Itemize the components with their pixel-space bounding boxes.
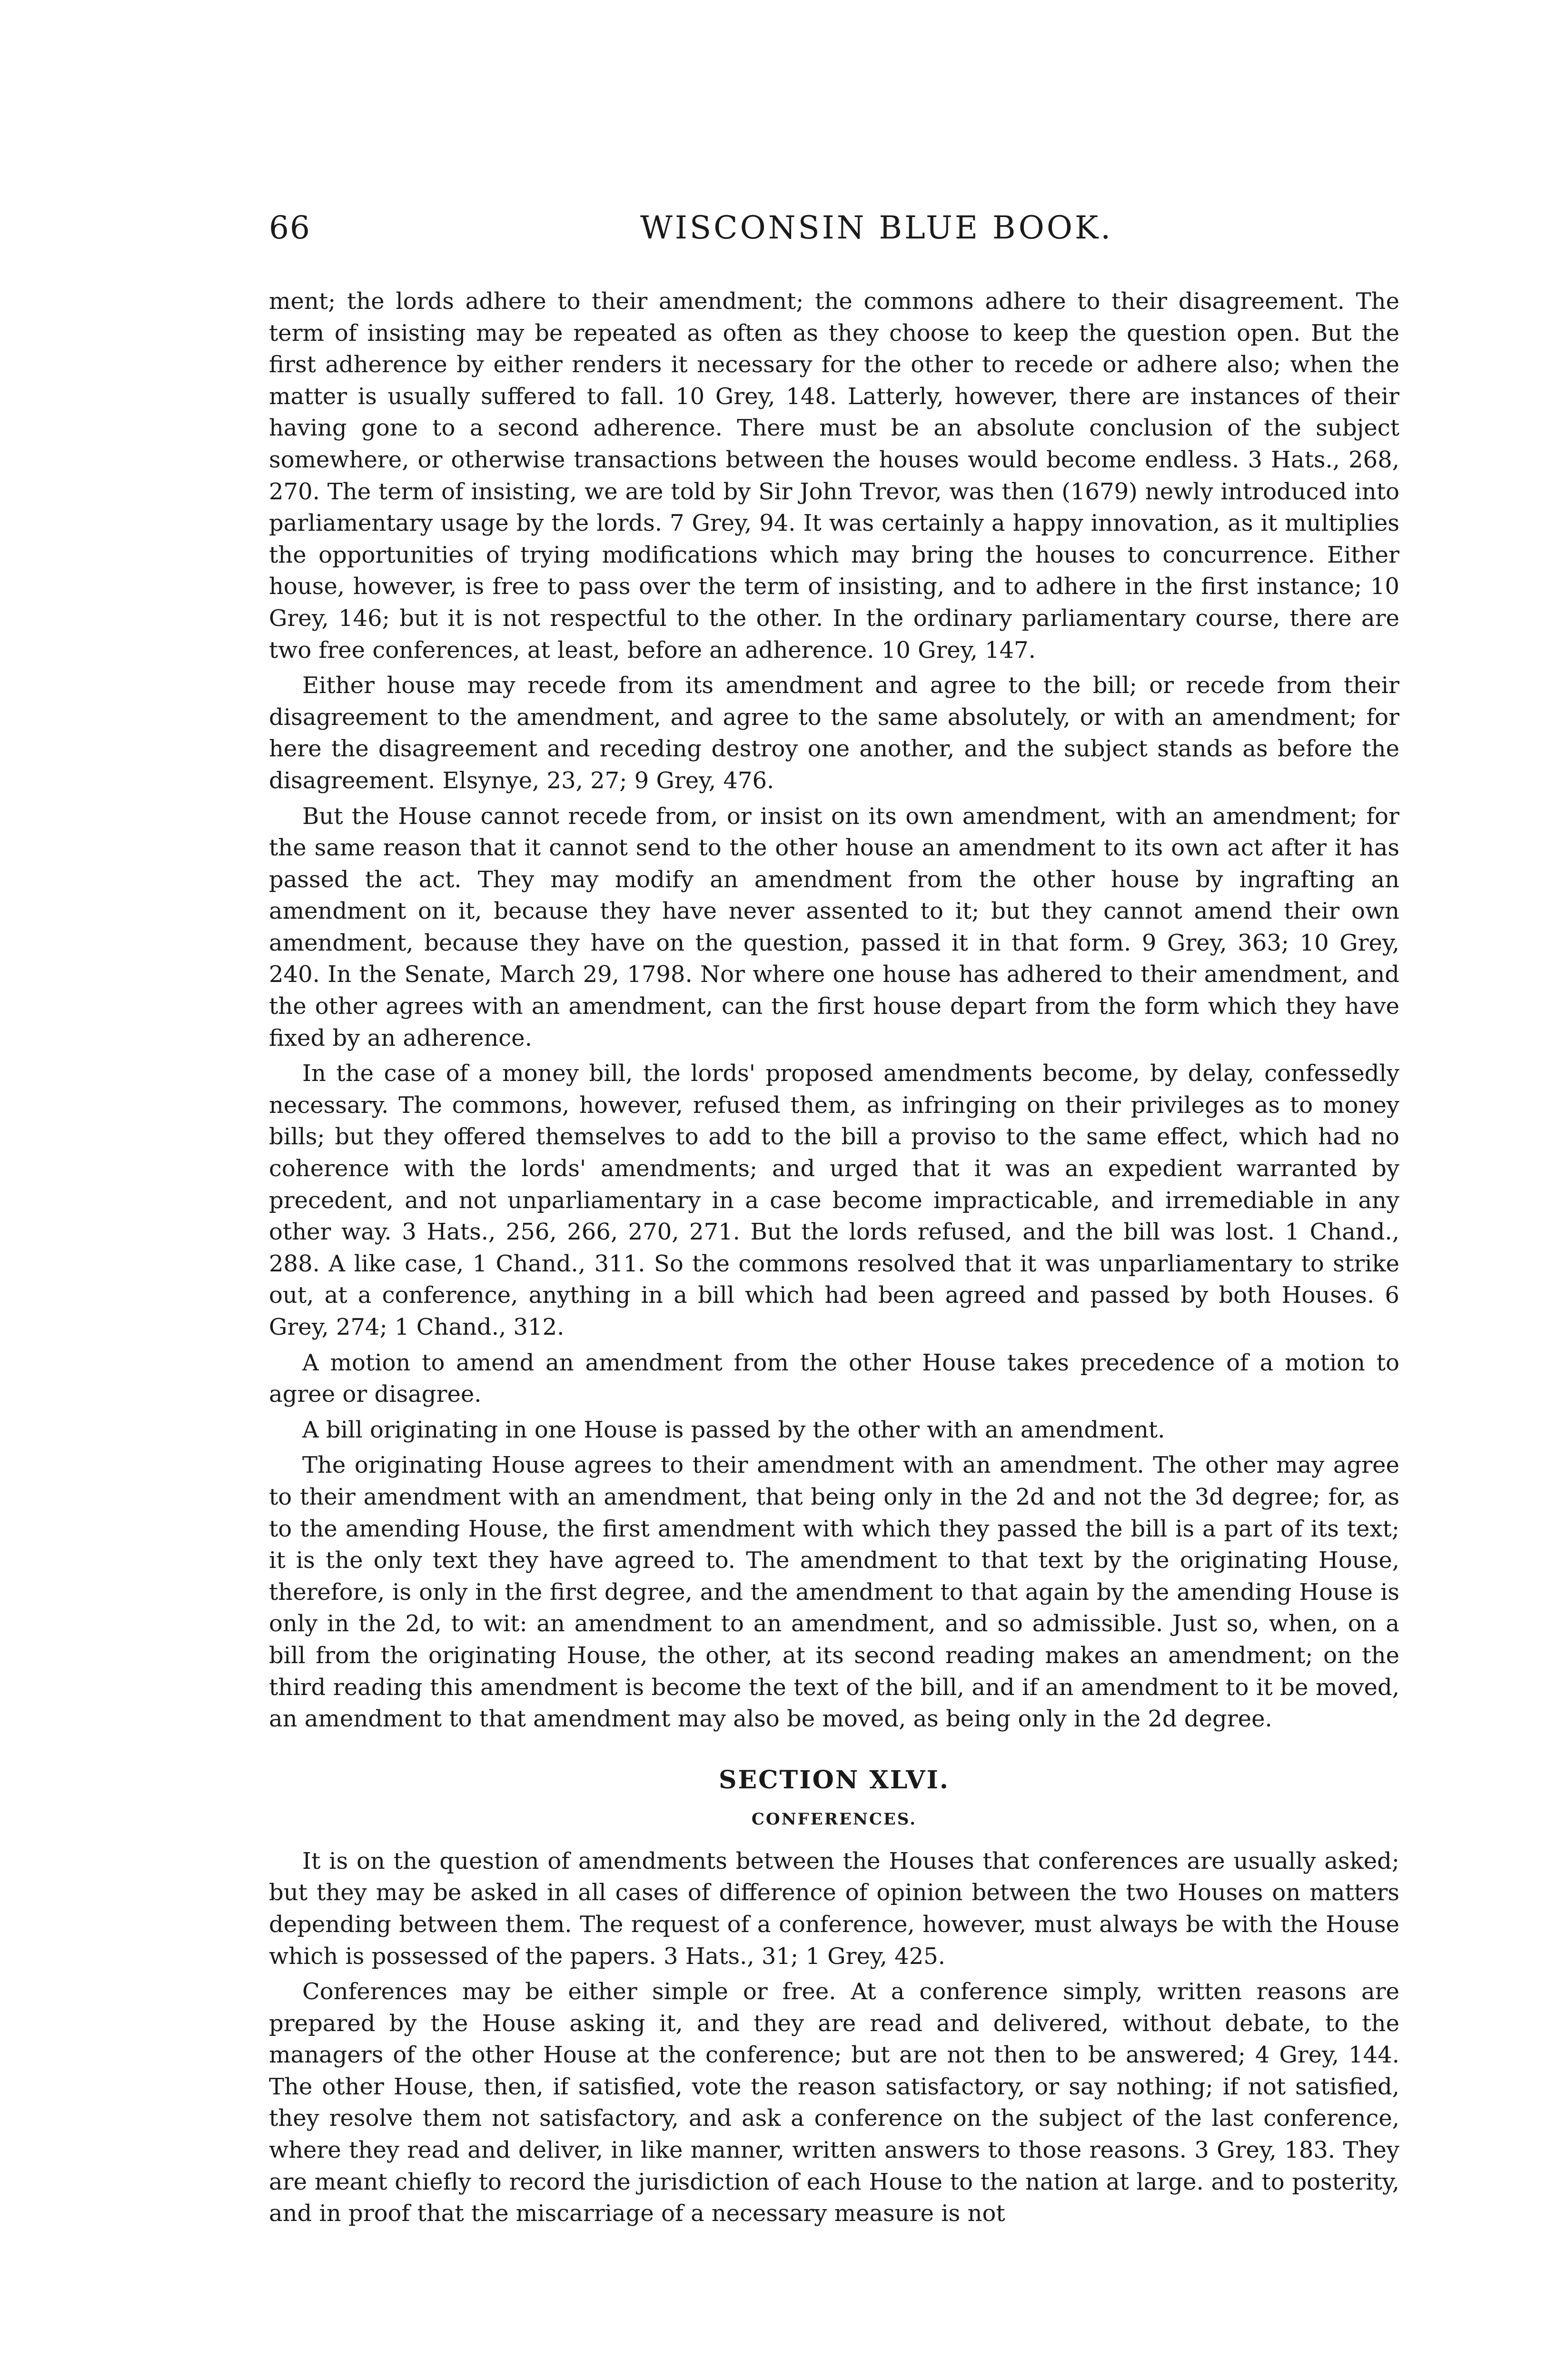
paragraph: In the case of a money bill, the lords' proposed amendments become, by delay, confessedly necessary. The commons, however, refused them, as infringing on their privileges as to money bills; but they offered themselves to add to the bill a proviso to the same effect, which had no coherence with the lords' amendments; and urged that it was an expedient warranted by precedent, and not unparliamentary in a case become impracticable, and irremediable in any other way. 3 Hats., 256, 266, 270, 271. But the lords refused, and the bill was lost. 1 Chand., 288. A like case, 1 Chand., 311. So the commons resolved that it was unparliamentary to strike out, at a conference, anything in a bill which had been agreed and passed by both Houses. 6 Grey, 274; 1 Chand., 312. bbox=[269, 1060, 1399, 1340]
paragraph-continued: ment; the lords adhere to their amendment; the commons adhere to their disagreement. The term of insisting may be repeated as often as they choose to keep the question open. But the first adherence by either renders it necessary for the other to recede or adhere also; when the matter is usually suffered to fall. 10 Grey, 148. Latterly, however, there are instances of their having gone to a second adherence. There must be an absolute conclusion of the subject somewhere, or otherwise transactions between the houses would become endless. 3 Hats., 268, 270. The term of insisting, we are told by Sir John Trevor, was then (1679) newly introduced into parliamentary usage by the lords. 7 Grey, 94. It was certainly a happy innovation, as it multiplies the opportunities of trying modifications which may bring the houses to concurrence. Either house, however, is free to pass over the term of insisting, and to adhere in the first instance; 10 Grey, 146; but it is not respectful to the other. In the ordinary parliamentary course, there are two free conferences, at least, before an adherence. 10 Grey, 147. bbox=[269, 288, 1399, 664]
section-subtitle: CONFERENCES. bbox=[751, 1809, 917, 1829]
body-text bbox=[269, 286, 1399, 2233]
paragraph: The originating House agrees to their amendment with an amendment. The other may agree to their amendment with an amendment, that being only in the 2d and not the 3d degree; for, as to the amending House, the first amendment with which they passed the bill is a part of its text; it is the only text they have agreed to. The amendment to that text by the originating House, therefore, is only in the first degree, and the amendment to that again by the amending House is only in the 2d, to wit: an amendment to an amendment, and so admissible. Just so, when, on a bill from the originating House, the other, at its second reading makes an amendment; on the third reading this amendment is become the text of the bill, and if an amendment to it be moved, an amendment to that amendment may also be moved, as being only in the 2d degree. bbox=[269, 1452, 1399, 1733]
paragraph: Either house may recede from its amendment and agree to the bill; or recede from their disagreement to the amendment, and agree to the same absolutely, or with an amendment; for here the disagreement and receding destroy one another, and the subject stands as before the disagreement. Elsynye, 23, 27; 9 Grey, 476. bbox=[269, 672, 1399, 794]
paragraph: A bill originating in one House is passed by the other with an amendment. bbox=[302, 1416, 1165, 1443]
page-number: 66 bbox=[269, 209, 311, 246]
paragraph: But the House cannot recede from, or insist on its own amendment, with an amendment; for the same reason that it cannot send to the other house an amendment to its own act after it has passed the act. They may modify an amendment from the other house by ingrafting an amendment on it, because they have never assented to it; but they cannot amend their own amendment, because they have on the question, passed it in that form. 9 Grey, 363; 10 Grey, 240. In the Senate, March 29, 1798. Nor where one house has adhered to their amendment, and the other agrees with an amendment, can the first house depart from the form which they have fixed by an adherence. bbox=[269, 803, 1399, 1051]
paragraph: A motion to amend an amendment from the other House takes precedence of a motion to agree or disagree. bbox=[269, 1349, 1399, 1408]
running-head bbox=[269, 209, 1411, 252]
section-title: SECTION XLVI. bbox=[718, 1765, 950, 1795]
paragraph: Conferences may be either simple or free. At a conference simply, written reasons are prepared by the House asking it, and they are read and delivered, without debate, to the managers of the other House at the conference; but are not then to be answered; 4 Grey, 144. The other House, then, if satisfied, vote the reason satisfactory, or say nothing; if not satisfied, they resolve them not satisfactory, and ask a conference on the subject of the last conference, where they read and deliver, in like manner, written answers to those reasons. 3 Grey, 183. They are meant chiefly to record the jurisdiction of each House to the nation at large. and to posterity, and in proof that the miscarriage of a necessary measure is not bbox=[269, 1978, 1399, 2227]
running-title: WISCONSIN BLUE BOOK. bbox=[640, 209, 1113, 246]
paragraph: It is on the question of amendments between the Houses that conferences are usually asked; but they may be asked in all cases of difference of opinion between the two Houses on matters depending between them. The request of a conference, however, must always be with the House which is possessed of the papers. 3 Hats., 31; 1 Grey, 425. bbox=[269, 1847, 1399, 1970]
